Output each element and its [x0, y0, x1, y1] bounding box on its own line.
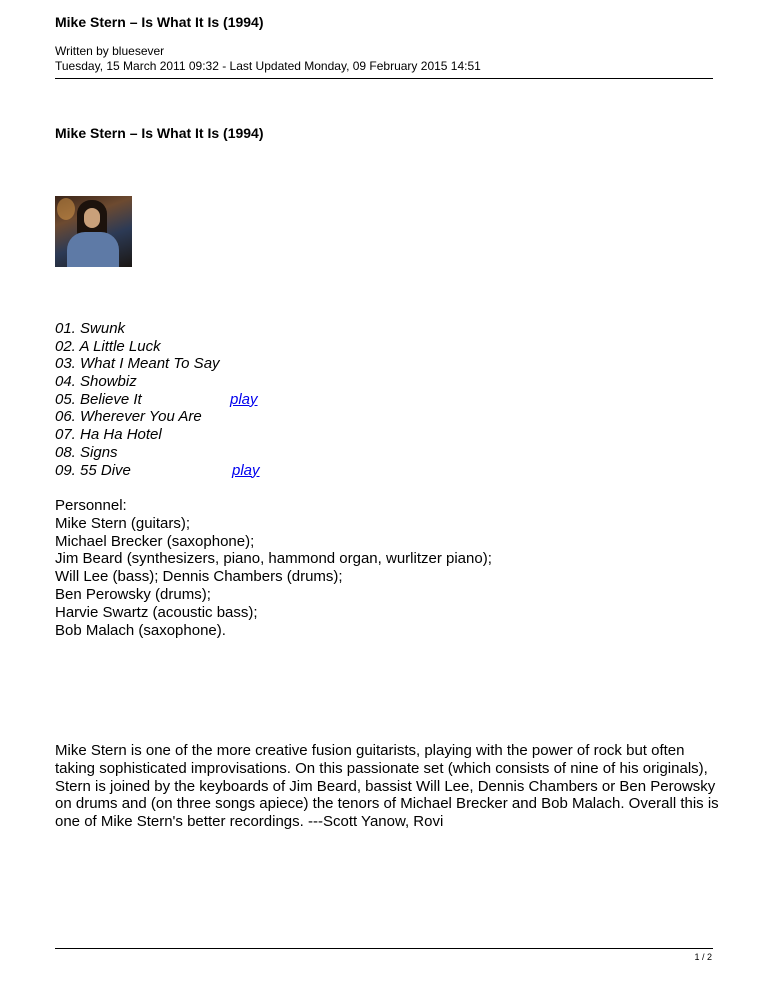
date-line: Tuesday, 15 March 2011 09:32 - Last Updated Monday, 09 February 2015 14:51: [55, 59, 481, 73]
track-label: 02. A Little Luck: [55, 337, 161, 355]
album-cover-image: [55, 196, 132, 267]
personnel-line: Jim Beard (synthesizers, piano, hammond organ, wurlitzer piano);: [55, 550, 492, 568]
author-line: Written by bluesever: [55, 44, 165, 58]
track-item: [55, 338, 220, 356]
track-item: [55, 408, 220, 426]
track-item: [55, 320, 220, 338]
cover-light: [57, 198, 75, 220]
personnel-line: Harvie Swartz (acoustic bass);: [55, 603, 258, 621]
track-item: [55, 373, 220, 391]
page-number: 1 / 2: [694, 952, 712, 962]
track-label: 06. Wherever You Are: [55, 408, 202, 426]
track-item: [55, 461, 260, 480]
personnel-line: Will Lee (bass); Dennis Chambers (drums);: [55, 568, 343, 586]
track-label: 01. Swunk: [55, 320, 126, 337]
track-item: [55, 390, 258, 409]
track-list: [55, 320, 260, 479]
play-link-track-09[interactable]: play: [232, 461, 260, 479]
play-link-track-05[interactable]: play: [230, 390, 258, 408]
personnel-line: Michael Brecker (saxophone);: [55, 532, 255, 550]
document-meta: [55, 44, 481, 74]
article-title: Mike Stern – Is What It Is (1994): [55, 125, 264, 141]
review-paragraph: Mike Stern is one of the more creative fusion guitarists, playing with the power of rock but often taking sophisticated improvisations. On this passionate set (which consists of nine of his originals), Stern is joined by the keyboards of Jim Beard, bassist Will Lee, Dennis Chambers or Ben Perowsky on drums and (on three songs apiece) the tenors of Michael Brecker and Bob Malach. Overall this is one of Mike Stern's better recordings. ---Scott Yanow, Rovi: [55, 742, 719, 831]
cover-shirt: [67, 232, 119, 267]
track-label: 04. Showbiz: [55, 373, 137, 391]
track-label: 09. 55 Dive: [55, 461, 131, 479]
personnel-line: Mike Stern (guitars);: [55, 514, 191, 532]
track-label: 05. Believe It: [55, 390, 142, 408]
header-divider: [55, 78, 713, 79]
track-label: 03. What I Meant To Say: [55, 355, 220, 373]
track-label: 07. Ha Ha Hotel: [55, 426, 162, 444]
document-header-title: Mike Stern – Is What It Is (1994): [55, 14, 264, 30]
track-label: 08. Signs: [55, 443, 118, 461]
track-item: [55, 355, 220, 373]
personnel-line: Ben Perowsky (drums);: [55, 585, 211, 603]
personnel-heading: Personnel:: [55, 497, 127, 514]
personnel-line: Bob Malach (saxophone).: [55, 621, 226, 639]
track-item: [55, 426, 220, 444]
personnel-section: [55, 497, 492, 639]
footer-divider: [55, 948, 713, 949]
cover-face: [84, 208, 100, 228]
track-item: [55, 444, 220, 462]
